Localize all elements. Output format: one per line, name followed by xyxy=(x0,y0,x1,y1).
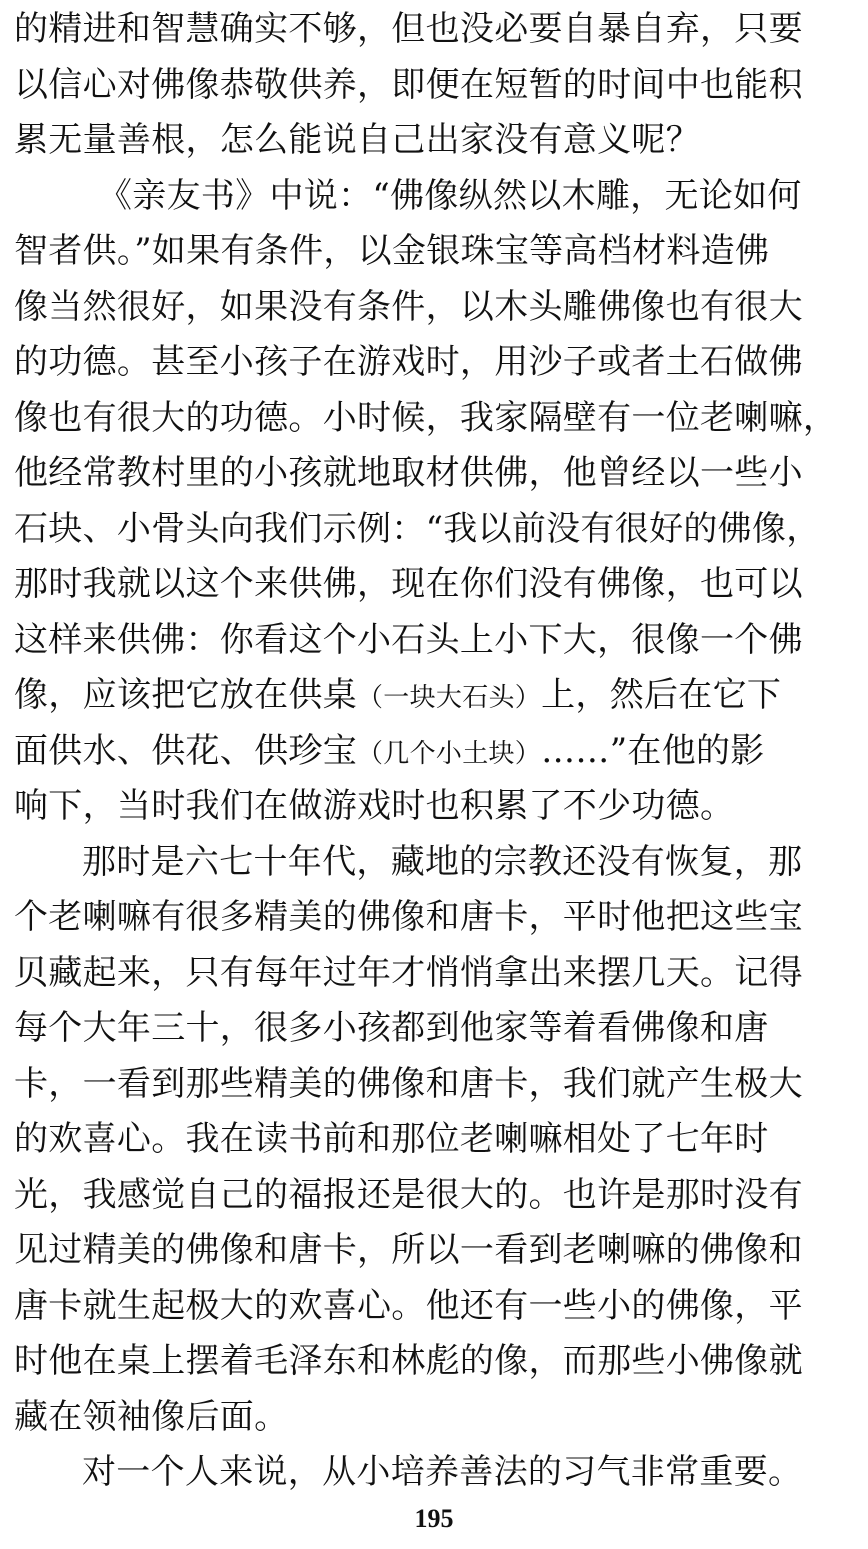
text-segment: 面供水、供花、供珍宝 xyxy=(14,730,357,771)
body-text xyxy=(14,2,854,1501)
text-line: 石块、小骨头向我们示例：“我以前没有很好的佛像， xyxy=(14,508,821,549)
text-line: 像也有很大的功德。小时候，我家隔壁有一位老喇嘛， xyxy=(14,397,838,438)
text-line: 他经常教村里的小孩就地取材供佛，他曾经以一些小 xyxy=(14,453,803,493)
paragraph-start-line: 《亲友书》中说：“佛像纵然以木雕，无论如何 xyxy=(98,175,802,216)
text-line xyxy=(14,724,854,780)
text-line: 卡，一看到那些精美的佛像和唐卡，我们就产生极大 xyxy=(14,1063,803,1104)
text-line xyxy=(14,668,854,724)
small-annotation: （几个小土块） xyxy=(357,738,542,769)
text-line: 响下，当时我们在做游戏时也积累了不少功德。 xyxy=(14,786,735,826)
text-line: 累无量善根，怎么能说自己出家没有意义呢？ xyxy=(14,120,700,160)
text-line: 唐卡就生起极大的欢喜心。他还有一些小的佛像，平 xyxy=(14,1285,803,1326)
text-line: 光，我感觉自己的福报还是很大的。也许是那时没有 xyxy=(14,1174,803,1215)
paragraph-start-line: 那时是六七十年代，藏地的宗教还没有恢复，那 xyxy=(82,841,803,882)
text-line: 这样来供佛：你看这个小石头上小下大，很像一个佛 xyxy=(14,619,803,660)
small-annotation: （一块大石头） xyxy=(357,683,542,713)
text-line: 见过精美的佛像和唐卡，所以一看到老喇嘛的佛像和 xyxy=(14,1230,803,1270)
page-number: 195 xyxy=(414,1504,454,1533)
text-line: 的功德。甚至小孩子在游戏时，用沙子或者土石做佛 xyxy=(14,342,803,382)
text-segment: 上，然后在它下 xyxy=(541,675,782,715)
text-segment: ……”在他的影 xyxy=(541,730,765,771)
text-line: 每个大年三十，很多小孩都到他家等着看佛像和唐 xyxy=(14,1008,769,1048)
text-line: 的欢喜心。我在读书前和那位老喇嘛相处了七年时 xyxy=(14,1119,769,1159)
text-line: 以信心对佛像恭敬供养，即便在短暂的时间中也能积 xyxy=(14,64,803,105)
text-line: 的精进和智慧确实不够，但也没必要自暴自弃，只要 xyxy=(14,9,803,49)
text-segment: 像，应该把它放在供桌 xyxy=(14,675,357,715)
text-line: 时他在桌上摆着毛泽东和林彪的像，而那些小佛像就 xyxy=(14,1341,803,1381)
text-line: 像当然很好，如果没有条件，以木头雕佛像也有很大 xyxy=(14,286,803,327)
text-line: 智者供。”如果有条件，以金银珠宝等高档材料造佛 xyxy=(14,231,770,271)
text-line: 个老喇嘛有很多精美的佛像和唐卡，平时他把这些宝 xyxy=(14,897,803,937)
text-line: 贝藏起来，只有每年过年才悄悄拿出来摆几天。记得 xyxy=(14,952,803,993)
text-line: 那时我就以这个来供佛，现在你们没有佛像，也可以 xyxy=(14,564,803,604)
text-line: 藏在领袖像后面。 xyxy=(14,1396,289,1437)
paragraph-start-line: 对一个人来说，从小培养善法的习气非常重要。 xyxy=(82,1452,803,1492)
